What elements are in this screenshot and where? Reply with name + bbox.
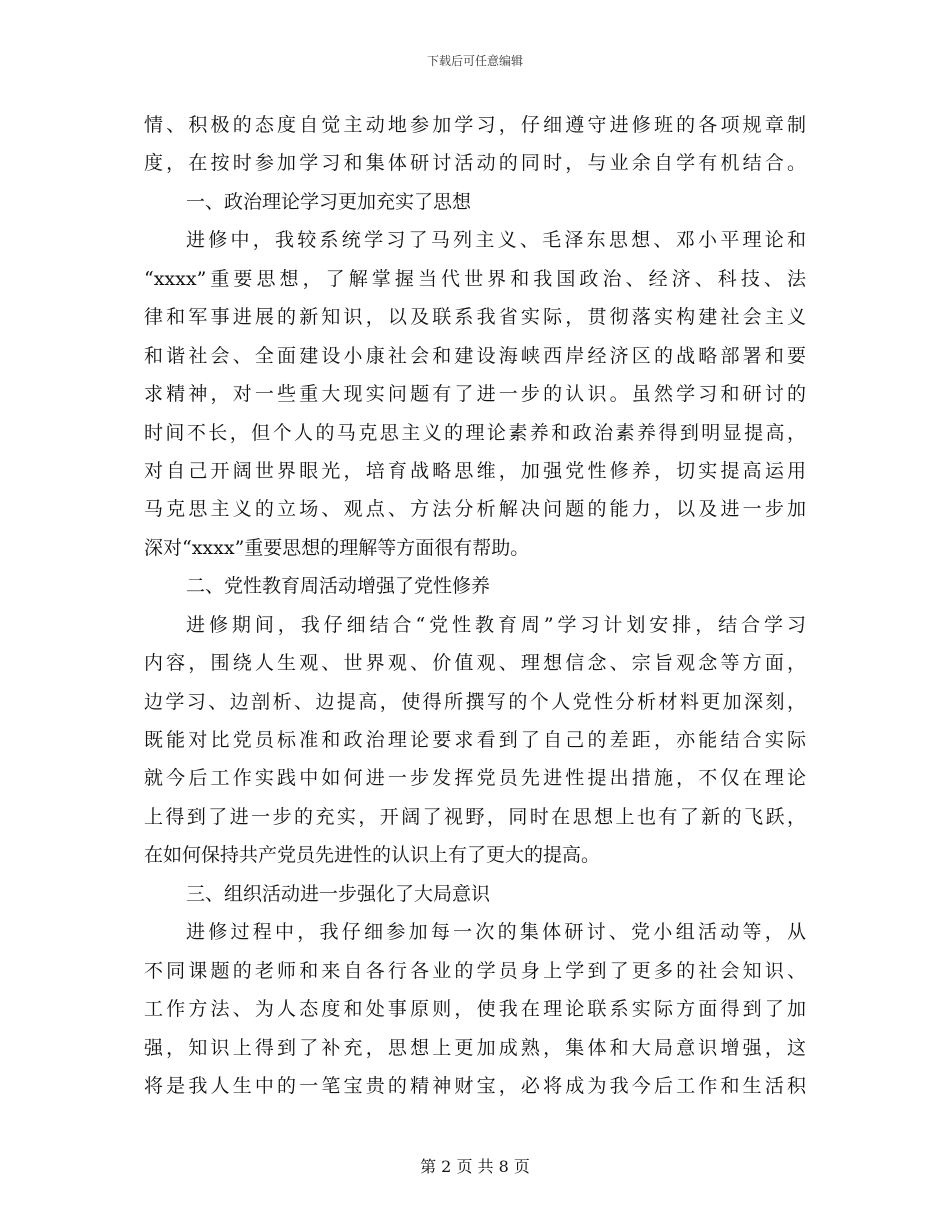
paragraph-line: 律和军事进展的新知识，以及联系我省实际，贯彻落实构建社会主义 xyxy=(144,306,806,329)
paragraph-line: 对自己开阔世界眼光，培育战略思维，加强党性修养，切实提高运用 xyxy=(144,459,806,482)
paragraph-line: 度，在按时参加学习和集体研讨活动的同时，与业余自学有机结合。 xyxy=(144,152,806,175)
document-body xyxy=(144,106,806,1105)
paragraph-line: 情、积极的态度自觉主动地参加学习，仔细遵守进修班的各项规章制 xyxy=(144,114,806,136)
section-heading: 三、组织活动进一步强化了大局意识 xyxy=(186,882,491,905)
paragraph-line: 和谐社会、全面建设小康社会和建设海峡西岸经济区的战略部署和要 xyxy=(144,344,806,367)
paragraph-line: 工作方法、为人态度和处事原则，使我在理论联系实际方面得到了加 xyxy=(144,998,806,1021)
paragraph-line: 内容，围绕人生观、世界观、价值观、理想信念、宗旨观念等方面， xyxy=(144,652,806,675)
paragraph-line: 进修期间，我仔细结合“党性教育周”学习计划安排，结合学习 xyxy=(186,613,806,636)
paragraph-line: 求精神，对一些重大现实问题有了进一步的认识。虽然学习和研讨的 xyxy=(144,383,806,406)
paragraph-line: 深对“xxxx”重要思想的理解等方面很有帮助。 xyxy=(144,536,530,559)
section-heading: 一、政治理论学习更加充实了思想 xyxy=(186,190,472,213)
paragraph-line: 马克思主义的立场、观点、方法分析解决问题的能力，以及进一步加 xyxy=(144,498,806,521)
page-header: 下载后可任意编辑 xyxy=(426,54,523,68)
paragraph-line: 不同课题的老师和来自各行各业的学员身上学到了更多的社会知识、 xyxy=(144,959,806,982)
paragraph-line: 边学习、边剖析、边提高，使得所撰写的个人党性分析材料更加深刻， xyxy=(144,690,806,713)
paragraph-line: 进修过程中，我仔细参加每一次的集体研讨、党小组活动等，从 xyxy=(186,921,806,944)
paragraph-line: 就今后工作实践中如何进一步发挥党员先进性提出措施，不仅在理论 xyxy=(144,767,806,790)
page-footer: 第 2 页 共 8 页 xyxy=(420,1157,530,1176)
paragraph-line: 在如何保持共产党员先进性的认识上有了更大的提高。 xyxy=(144,844,601,867)
paragraph-line: “xxxx”重要思想，了解掌握当代世界和我国政治、经济、科技、法 xyxy=(144,267,806,290)
paragraph-line: 上得到了进一步的充实，开阔了视野，同时在思想上也有了新的飞跃， xyxy=(144,805,806,828)
paragraph-line: 时间不长，但个人的马克思主义的理论素养和政治素养得到明显提高， xyxy=(144,421,806,444)
paragraph-line: 既能对比党员标准和政治理论要求看到了自己的差距，亦能结合实际 xyxy=(144,729,806,751)
section-heading: 二、党性教育周活动增强了党性修养 xyxy=(186,575,491,598)
paragraph-line: 进修中，我较系统学习了马列主义、毛泽东思想、邓小平理论和 xyxy=(186,229,806,252)
paragraph-line: 强，知识上得到了补充，思想上更加成熟，集体和大局意识增强，这 xyxy=(144,1036,806,1059)
paragraph-line: 将是我人生中的一笔宝贵的精神财宝，必将成为我今后工作和生活积 xyxy=(144,1074,806,1097)
